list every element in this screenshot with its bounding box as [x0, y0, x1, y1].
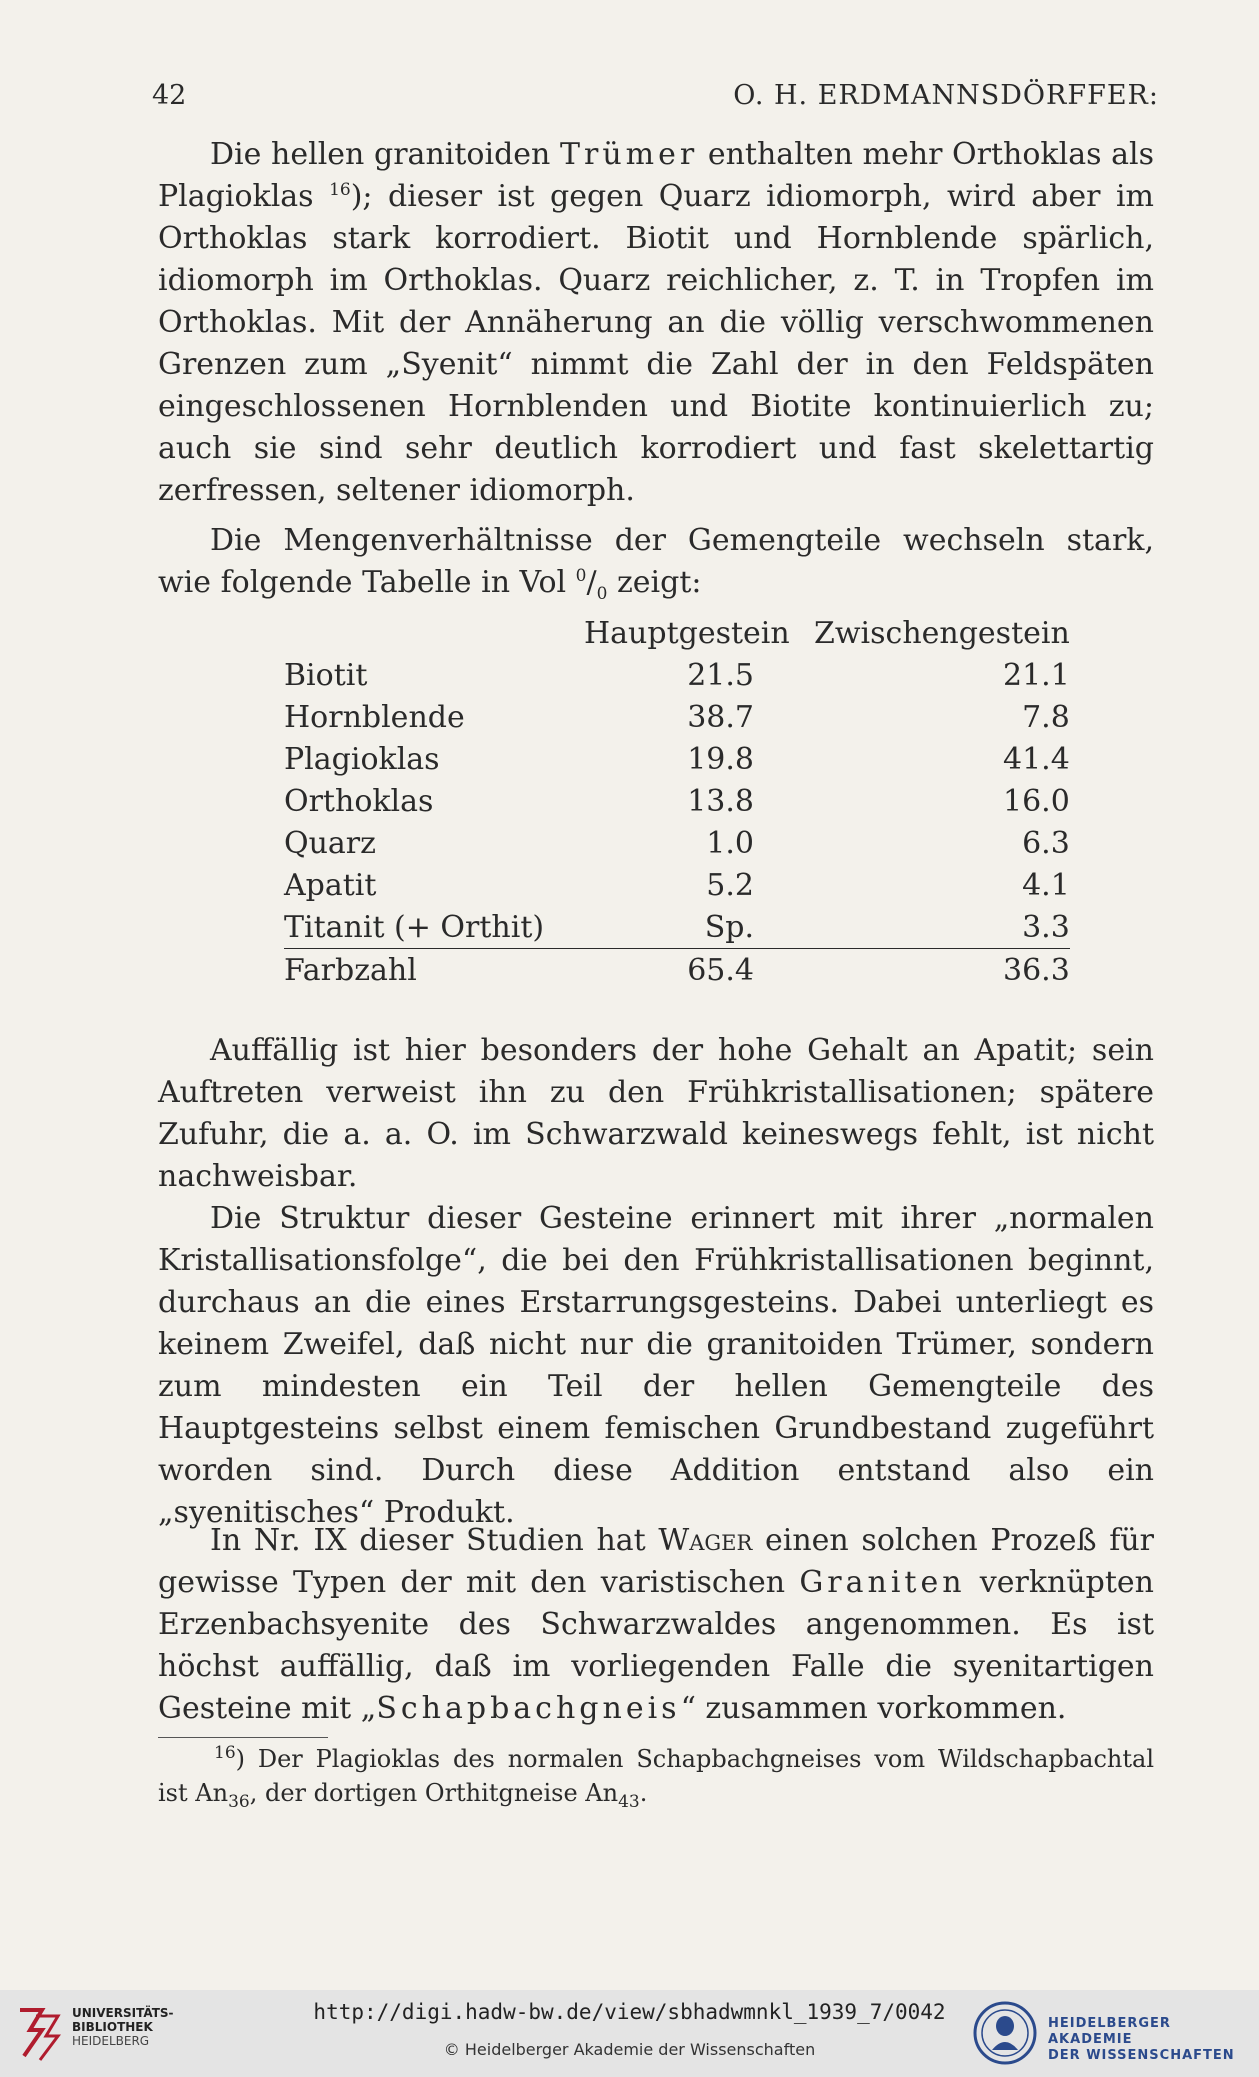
spaced-word-schapbachgneis: Schapbachgneis	[376, 1691, 681, 1726]
row-label: Biotit	[284, 657, 368, 693]
hadw-line-1: HEIDELBERGER AKADEMIE	[1048, 2016, 1171, 2047]
row-haupt: 13.8	[687, 783, 754, 819]
total-haupt: 65.4	[584, 949, 814, 992]
para1-text-a: Die hellen granitoiden	[210, 137, 560, 172]
viewer-footer-bar	[0, 1990, 1259, 2077]
row-zwischen: 7.8	[1022, 699, 1070, 735]
row-zwischen: 21.1	[1003, 657, 1070, 693]
total-label: Farbzahl	[284, 949, 584, 992]
row-zwischen: 41.4	[1003, 741, 1070, 777]
author-name-wager: Wager	[658, 1523, 753, 1558]
percent-slash: /	[586, 565, 597, 600]
ub-line-2: BIBLIOTHEK	[72, 2020, 153, 2034]
para2-text: Die Mengenverhältnisse der Gemengteile wechseln stark, wie folgende Tabelle in Vol	[158, 523, 1154, 600]
copyright-notice: © Heidelberger Akademie der Wissenschaften	[443, 2040, 816, 2059]
percent-sub: 0	[596, 584, 608, 604]
row-haupt: 21.5	[687, 657, 754, 693]
para4-text: Die Struktur dieser Gesteine erinnert mit ihrer „normalen Kristallisationsfolge“, die bei den Frühkristallisationen beginnt, durchaus an die eines Erstarrungsgesteins. Dabei unterliegt es keinem Zweifel, daß nicht nur die granitoiden Trümer, sondern zum mindesten ein Teil der hellen Gemengteile des Hauptgesteins selbst einem femischen Grundbestand zugeführt worden sind. Durch diese Addition entstand also ein „syenitisches“ Produkt.	[158, 1201, 1154, 1530]
paragraph-granitoid-truemer	[158, 134, 1154, 512]
row-zwischen: 6.3	[1022, 825, 1070, 861]
table-row	[284, 780, 1070, 822]
row-zwischen: 16.0	[1003, 783, 1070, 819]
total-zwischen: 36.3	[814, 949, 1070, 992]
footnote-text-b: , der dortigen Orthitgneise An	[249, 1779, 619, 1807]
para3-text: Auffällig ist hier besonders der hohe Gehalt an Apatit; sein Auftreten verweist ihn zu den Frühkristallisationen; spätere Zufuhr, die a. a. O. im Schwarzwald keineswegs fehlt, ist nicht nachweisbar.	[158, 1033, 1154, 1194]
table-row	[284, 906, 1070, 949]
para1-text-b: enthalten mehr Orthoklas als Plagioklas	[158, 137, 1154, 214]
permalink-url[interactable]: http://digi.hadw-bw.de/view/sbhadwmnkl_1939_7/0042	[313, 2000, 946, 2024]
footnote-sub-36: 36	[228, 1791, 250, 1812]
para2-text-end: zeigt:	[607, 565, 702, 600]
spaced-word-graniten: Graniten	[799, 1565, 966, 1600]
row-label: Hornblende	[284, 699, 465, 735]
percent-sup: 0	[575, 566, 587, 586]
paragraph-apatit	[158, 1030, 1154, 1198]
footnote-sub-43: 43	[618, 1791, 640, 1812]
ub-line-1: UNIVERSITÄTS-	[72, 2006, 174, 2020]
para5-text-a: In Nr. IX dieser Studien hat	[210, 1523, 659, 1558]
table-header-row	[284, 612, 1070, 654]
academy-seal-icon[interactable]	[972, 2000, 1038, 2066]
footnote-16	[158, 1742, 1154, 1810]
running-header-author: O. H. ERDMANNSDÖRFFER:	[733, 80, 1159, 111]
hadw-line-2: DER WISSENSCHAFTEN	[1048, 2048, 1235, 2063]
paragraph-struktur	[158, 1198, 1154, 1534]
paragraph-wager	[158, 1520, 1154, 1730]
ub-line-3: HEIDELBERG	[72, 2034, 150, 2048]
paragraph-table-intro	[158, 520, 1154, 604]
para1-spaced-word: Trümer	[560, 137, 699, 172]
para1-text-c: ); dieser ist gegen Quarz idiomorph, wird aber im Orthoklas stark korrodiert. Biotit und Hornblende spärlich, idiomorph im Orthoklas. Quarz reichlicher, z. T. in Tropfen im Orthoklas. Mit der Annäherung an die völlig verschwommenen Grenzen zum „Syenit“ nimmt die Zahl der in den Feldspäten eingeschlossenen Hornblenden und Biotite kontinuierlich zu; auch sie sind sehr deutlich korrodiert und fast skelettartig zerfressen, seltener idiomorph.	[158, 179, 1154, 508]
para5-text-b: einen solchen Prozeß für gewisse Typen der mit den varistischen	[158, 1523, 1154, 1600]
row-haupt: 5.2	[706, 867, 754, 903]
table-header-zwischen: Zwischengestein	[814, 615, 1070, 651]
table-row	[284, 864, 1070, 906]
table-row	[284, 822, 1070, 864]
table-header-haupt: Hauptgestein	[584, 615, 790, 651]
row-haupt: Sp.	[704, 909, 754, 945]
mineral-volume-table	[284, 612, 1070, 991]
running-header	[152, 80, 1159, 120]
row-label: Orthoklas	[284, 783, 434, 819]
table-row	[284, 738, 1070, 780]
row-label: Titanit (+ Orthit)	[284, 909, 545, 945]
row-label: Plagioklas	[284, 741, 440, 777]
footnote-divider	[158, 1737, 328, 1738]
row-zwischen: 3.3	[1022, 909, 1070, 945]
footnote-mark: 16	[214, 1743, 236, 1763]
table-row	[284, 696, 1070, 738]
table-header-label	[284, 612, 584, 654]
para5-text-d: “ zusammen vorkommen.	[680, 1691, 1067, 1726]
table-row	[284, 654, 1070, 696]
academy-name[interactable]	[1048, 2016, 1259, 2064]
row-label: Apatit	[284, 867, 377, 903]
footnote-text-a: ) Der Plagioklas des normalen Schapbachgneises vom Wildschapbachtal ist An	[158, 1745, 1154, 1807]
row-zwischen: 4.1	[1022, 867, 1070, 903]
footnote-text-c: .	[639, 1779, 648, 1807]
table-total-row	[284, 949, 1070, 992]
para5-text-c: verknüpten Erzenbachsyenite des Schwarzwaldes angenommen. Es ist höchst auffällig, daß im vorliegenden Falle die syenitartigen Gesteine mit „	[158, 1565, 1154, 1726]
row-haupt: 1.0	[706, 825, 754, 861]
page-number: 42	[152, 80, 187, 111]
footnote-reference[interactable]: 16	[329, 180, 351, 200]
row-haupt: 38.7	[687, 699, 754, 735]
row-label: Quarz	[284, 825, 376, 861]
row-haupt: 19.8	[687, 741, 754, 777]
